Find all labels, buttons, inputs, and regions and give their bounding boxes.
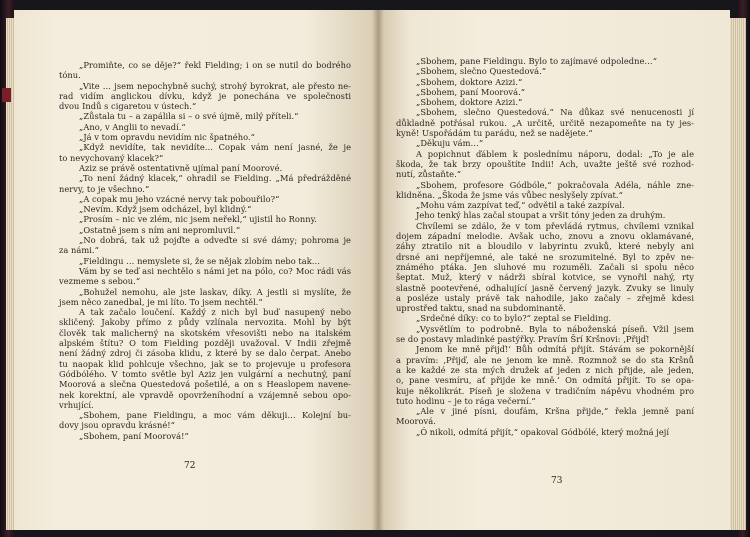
text-line: slastně pootevřené, odhalující jasně červený jazyk. Zvuky se linuly (396, 282, 694, 293)
text-line: tuto hodinu – je to rága večerní.“ (396, 395, 536, 406)
text-line: „Prosím – nic ve zlém, nic jsem neřekl,“ ujistil ho Ronny. (79, 214, 317, 225)
text-line: „Sbohem, paní Moorová.“ (416, 86, 525, 97)
right-page-number: 73 (551, 476, 563, 486)
text-line: „Ostatně jsem s ním ani nepromluvil.“ (79, 224, 241, 235)
text-line: nutí, zůstaňte.“ (396, 169, 461, 180)
text-line: tónu. (59, 70, 81, 81)
text-line: „Srdečné díky: co to bylo?“ zeptal se Fielding. (416, 313, 612, 324)
text-line: „Ale v jiné písni, doufám, Kršna přijde,“ řekla jemně paní (416, 406, 694, 417)
text-line: A popichnut ďáblem k poslednímu náporu, dodal: „To je ale (416, 148, 694, 159)
text-line: a ke každé ze sta mých družek ať jeden z nich přijde, ale jeden, (396, 364, 694, 375)
text-line: „Sbohem, pane Fieldingu. Bylo to zajímavé odpoledne…“ (416, 56, 658, 66)
text-line: kuje několikrát. Píseň je složena v tradičním nápěvu vhodném pro (396, 385, 694, 396)
text-line: alpském štítu? O tom Fielding později uvažoval. V Indii zřejmě (59, 338, 351, 349)
text-line: rad vidím anglickou dívku, když je ponechána ve společnosti (59, 90, 351, 101)
text-line: není žádný zdroj či zásoba klidu, z které by se dalo čerpat. Anebo (59, 348, 351, 359)
text-line: a posléze ustaly právě tak nahodile, jako začaly – zřejmě kdesi (396, 292, 694, 303)
left-page-number: 72 (184, 461, 196, 471)
text-line: A tak začalo loučení. Každý z nich byl buď nasupený nebo (79, 307, 351, 318)
text-line: „Když nevidíte, tak nevidíte… Copak vám není jasné, že je (79, 142, 351, 153)
text-line: „Sbohem, profesore Gódbóle,“ pokračovala Adéla, náhle zne- (416, 179, 694, 190)
text-line: Vám by se teď asi nechtělo s námi jet na pólo, co? Moc rádi vás (79, 265, 351, 276)
text-line: uprostřed taktu, snad na subdominantě. (396, 303, 566, 314)
text-line: nervy, to je všechno.“ (59, 183, 150, 194)
right-page-text (396, 56, 694, 437)
text-line: dvou Indů s cigaretou v ústech.“ (59, 101, 197, 112)
text-line: škoda, že tak brzy opouštíte Indii! Ach, uvažte ještě své rozhod- (396, 158, 694, 169)
text-line: za námi.“ (59, 245, 99, 256)
text-line: Gódbólého. V tomto světle byl Aziz jen vulgární a nechutný, paní (59, 368, 351, 379)
text-line: „To není žádný klacek,“ ohradil se Fielding. „Má předrážděné (79, 173, 351, 184)
text-line: „Sbohem, pane Fieldingu, a moc vám děkuji… Kolejní bu- (79, 410, 351, 421)
text-line: klidněna. „Škoda že jsme vás vůbec neslyšely zpívat.“ (396, 189, 623, 200)
text-line: „Zůstala tu – a zapálila si – o své újmě, milý příteli.“ (79, 111, 299, 122)
text-line: „Vysvětlím to podrobně. Byla to náboženská píseň. Vžil jsem (416, 323, 694, 334)
text-line: šeptat. Muž, který v nádrži sbíral kotvice, se vynořil nahý, rty (396, 272, 694, 283)
text-line: „Sbohem, slečno Questedová.“ Na důkaz své nenucenosti jí (416, 107, 694, 118)
text-line: dojem západní melodie. Avšak ucho, znovu a znovu oklamávané, (396, 231, 694, 242)
text-line: vezmeme s sebou.“ (59, 276, 141, 287)
text-line: „Děkuju vám…“ (416, 138, 484, 149)
text-line: to nevychovaný klacek?“ (59, 152, 164, 163)
text-line: záhy ztratilo nit a bloudilo v labyrintu zvuků, které nebyly ani (396, 241, 694, 252)
text-line: Aziz se právě ostentativně ujímal paní Moorové. (79, 162, 283, 173)
text-line: „Já v tom opravdu nevidím nic špatného.“ (79, 132, 255, 143)
text-line: známého ptáka. Jen sluhové mu rozuměli. Začali si spolu něco (396, 261, 694, 272)
text-line: a pravím: ‚Přijď, ale ne jenom ke mně. Rozmnož se do sta Kršnů (396, 354, 694, 365)
text-line: o, pane vesmíru, ať přijde ke mně.‘ On odmítá přijít. To se opa- (396, 375, 694, 386)
text-line: „Sbohem, slečno Questedová.“ (416, 66, 547, 77)
left-page-text (59, 60, 351, 441)
text-line: dovy jsou opravdu krásné!“ (59, 420, 175, 431)
text-line: drsné ani nepříjemné, ale také ne srozumitelné. Byl to zpěv ne- (396, 251, 694, 262)
text-line: „Sbohem, doktore Azizi.“ (416, 76, 523, 87)
text-line: se do postavy mladinké pastýřky. Pravím Šrí Kršnovi: ‚Přijď! (396, 334, 650, 345)
text-line: tu naopak klid pohlcuje všechno, jak se to projevuje u profesora (59, 358, 351, 369)
text-line: člověk tak malicherný na skotském vřesovišti nebo na italském (59, 327, 351, 338)
text-line: Jeho tenký hlas začal stoupat a vršit tóny jeden za druhým. (416, 210, 666, 221)
right-page (378, 10, 730, 530)
text-line: jsem něco zanedbal, je mi líto. To jsem nechtěl.“ (59, 296, 263, 307)
text-line: „Nevím. Když jsem odcházel, byl klidný.“ (79, 204, 252, 215)
text-line: „Mohu vám zazpívat teď,“ odvětil a také zazpíval. (416, 200, 625, 211)
text-line: „Vite … jsem nepochybně suchý, strohý byrokrat, ale přesto ne- (79, 80, 351, 91)
text-line: „Fieldingu … nemyslete si, že se nějak zlobím nebo tak… (79, 255, 321, 266)
text-line: nek korektní, ale vpravdě opovrženíhodní a vzájemně sebou opo- (59, 389, 351, 400)
book-gutter (372, 10, 384, 530)
text-line: „No dobrá, tak už pojďte a odveďte si své dámy; pohroma je (79, 235, 351, 246)
text-line: „Ó nikoli, odmítá přijít,“ opakoval Gódbólé, který možná její (416, 426, 670, 437)
text-line: „Promiňte, co se děje?“ řekl Fielding; i on se nutil do bodrého (79, 60, 351, 70)
text-line: vrhující. (59, 399, 94, 410)
text-line: „Sbohem, paní Moorová!“ (79, 430, 189, 441)
bookmark-ribbon (2, 88, 11, 102)
text-line: „A copak mu jeho vzácné nervy tak pobouřilo?“ (79, 193, 280, 204)
text-line: Jenom ke mně přijď!‘ Bůh odmítá přijít. Stávám se pokornější (416, 344, 694, 355)
text-line: „Sbohem, doktore Azizi.“ (416, 97, 523, 108)
text-line: „Bohužel nemohu, ale jste laskav, díky. A jestli si myslíte, že (79, 286, 351, 297)
text-line: skličený. Jakoby přímo z půdy vzlínala nervozita. Mohl by být (59, 317, 351, 328)
text-line: Moorová a slečna Questedová pošetilé, a on s Heaslopem navene- (59, 379, 351, 390)
text-line: Chvílemi se zdálo, že v tom převládá rytmus, chvílemi vznikal (416, 220, 694, 231)
text-line: kyně! Uspořádám tu parádu, než se nadějete.“ (396, 128, 593, 139)
text-line: důkladně potřásal rukou. „A určitě, určitě nezapomeňte na ty jes- (396, 117, 694, 128)
text-line: „Ano, v Anglii to nevadí.“ (79, 121, 186, 132)
text-line: Moorová. (396, 416, 436, 427)
left-page (14, 10, 378, 530)
